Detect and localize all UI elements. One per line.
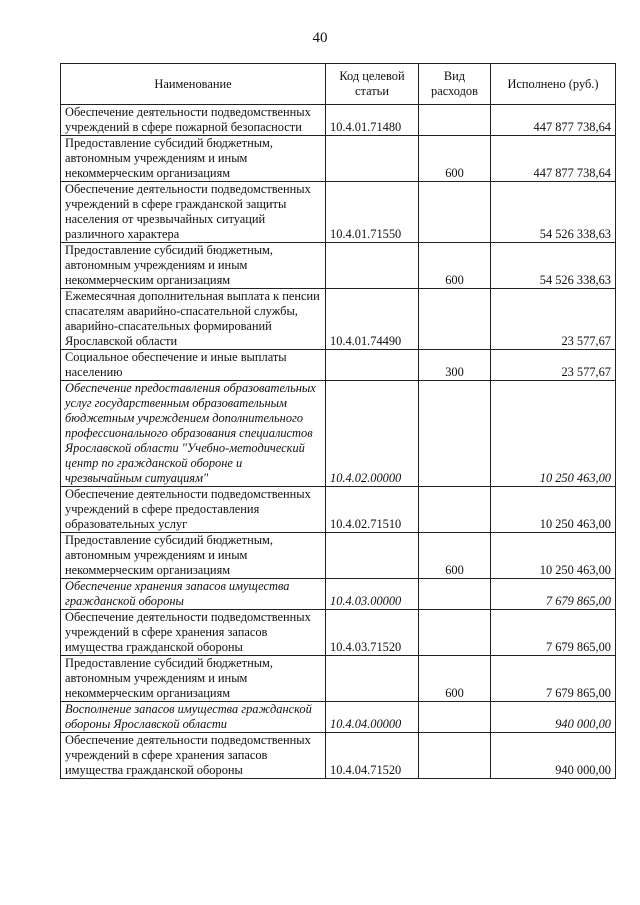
- table-row: [61, 289, 616, 350]
- row-sum-cell: 10 250 463,00: [491, 487, 616, 533]
- row-code-cell: [326, 533, 419, 579]
- row-code-cell: 10.4.02.00000: [326, 381, 419, 487]
- row-name-cell: Обеспечение деятельности подведомственных учреждений в сфере хранения запасов имущества гражданской обороны: [61, 610, 326, 656]
- table-row: [61, 105, 616, 136]
- table-row: [61, 533, 616, 579]
- row-type-cell: 300: [419, 350, 491, 381]
- row-sum-cell: 54 526 338,63: [491, 182, 616, 243]
- row-sum-cell: 7 679 865,00: [491, 656, 616, 702]
- table-row: [61, 733, 616, 779]
- row-code-cell: 10.4.01.74490: [326, 289, 419, 350]
- row-sum-cell: 447 877 738,64: [491, 105, 616, 136]
- row-name-cell: Обеспечение деятельности подведомственных учреждений в сфере пожарной безопасности: [61, 105, 326, 136]
- row-code-cell: [326, 350, 419, 381]
- row-code-cell: 10.4.03.00000: [326, 579, 419, 610]
- row-type-cell: 600: [419, 533, 491, 579]
- row-code-cell: 10.4.03.71520: [326, 610, 419, 656]
- row-sum-cell: 7 679 865,00: [491, 579, 616, 610]
- row-sum-cell: 940 000,00: [491, 733, 616, 779]
- row-name-cell: Обеспечение деятельности подведомственных учреждений в сфере гражданской защиты населения от чрезвычайных ситуаций различного характера: [61, 182, 326, 243]
- row-type-cell: 600: [419, 656, 491, 702]
- row-sum-cell: 447 877 738,64: [491, 136, 616, 182]
- table-row: [61, 487, 616, 533]
- table-row: [61, 381, 616, 487]
- row-name-cell: Предоставление субсидий бюджетным, автономным учреждениям и иным некоммерческим организациям: [61, 533, 326, 579]
- row-type-cell: [419, 289, 491, 350]
- row-code-cell: [326, 243, 419, 289]
- row-name-cell: Предоставление субсидий бюджетным, автономным учреждениям и иным некоммерческим организациям: [61, 243, 326, 289]
- page-number: 40: [312, 30, 328, 46]
- table-row: [61, 136, 616, 182]
- row-code-cell: 10.4.04.71520: [326, 733, 419, 779]
- row-type-cell: 600: [419, 136, 491, 182]
- row-name-cell: Обеспечение деятельности подведомственных учреждений в сфере предоставления образовательных услуг: [61, 487, 326, 533]
- row-code-cell: 10.4.01.71550: [326, 182, 419, 243]
- row-type-cell: [419, 487, 491, 533]
- table-row: [61, 182, 616, 243]
- row-sum-cell: 10 250 463,00: [491, 533, 616, 579]
- row-sum-cell: 54 526 338,63: [491, 243, 616, 289]
- header-type: Вид расходов: [419, 64, 491, 105]
- row-type-cell: 600: [419, 243, 491, 289]
- header-sum: Исполнено (руб.): [491, 64, 616, 105]
- row-code-cell: 10.4.04.00000: [326, 702, 419, 733]
- table-row: [61, 579, 616, 610]
- row-sum-cell: 940 000,00: [491, 702, 616, 733]
- table-row: [61, 702, 616, 733]
- row-name-cell: Обеспечение предоставления образовательных услуг государственным образовательным бюджетным учреждением дополнительного профессионального образования специалистов Ярославской области "Учебно-методический центр по гражданской обороне и чрезвычайным ситуациям": [61, 381, 326, 487]
- budget-execution-table: [60, 63, 616, 779]
- table-header-row: [61, 64, 616, 105]
- table-row: [61, 350, 616, 381]
- row-code-cell: [326, 656, 419, 702]
- row-code-cell: 10.4.02.71510: [326, 487, 419, 533]
- row-code-cell: [326, 136, 419, 182]
- row-type-cell: [419, 105, 491, 136]
- table-body: [61, 105, 616, 779]
- row-sum-cell: 7 679 865,00: [491, 610, 616, 656]
- row-name-cell: Предоставление субсидий бюджетным, автономным учреждениям и иным некоммерческим организациям: [61, 656, 326, 702]
- row-type-cell: [419, 182, 491, 243]
- row-name-cell: Социальное обеспечение и иные выплаты населению: [61, 350, 326, 381]
- table-row: [61, 656, 616, 702]
- header-name: Наименование: [61, 64, 326, 105]
- row-type-cell: [419, 381, 491, 487]
- row-name-cell: Восполнение запасов имущества гражданской обороны Ярославской области: [61, 702, 326, 733]
- row-name-cell: Обеспечение деятельности подведомственных учреждений в сфере хранения запасов имущества гражданской обороны: [61, 733, 326, 779]
- row-type-cell: [419, 702, 491, 733]
- row-name-cell: Ежемесячная дополнительная выплата к пенсии спасателям аварийно-спасательной службы, аварийно-спасательных формирований Ярославской области: [61, 289, 326, 350]
- header-code: Код целевой статьи: [326, 64, 419, 105]
- table-row: [61, 610, 616, 656]
- row-sum-cell: 23 577,67: [491, 350, 616, 381]
- row-sum-cell: 10 250 463,00: [491, 381, 616, 487]
- table-row: [61, 243, 616, 289]
- row-type-cell: [419, 733, 491, 779]
- row-type-cell: [419, 610, 491, 656]
- row-name-cell: Обеспечение хранения запасов имущества гражданской обороны: [61, 579, 326, 610]
- row-type-cell: [419, 579, 491, 610]
- row-code-cell: 10.4.01.71480: [326, 105, 419, 136]
- row-sum-cell: 23 577,67: [491, 289, 616, 350]
- row-name-cell: Предоставление субсидий бюджетным, автономным учреждениям и иным некоммерческим организациям: [61, 136, 326, 182]
